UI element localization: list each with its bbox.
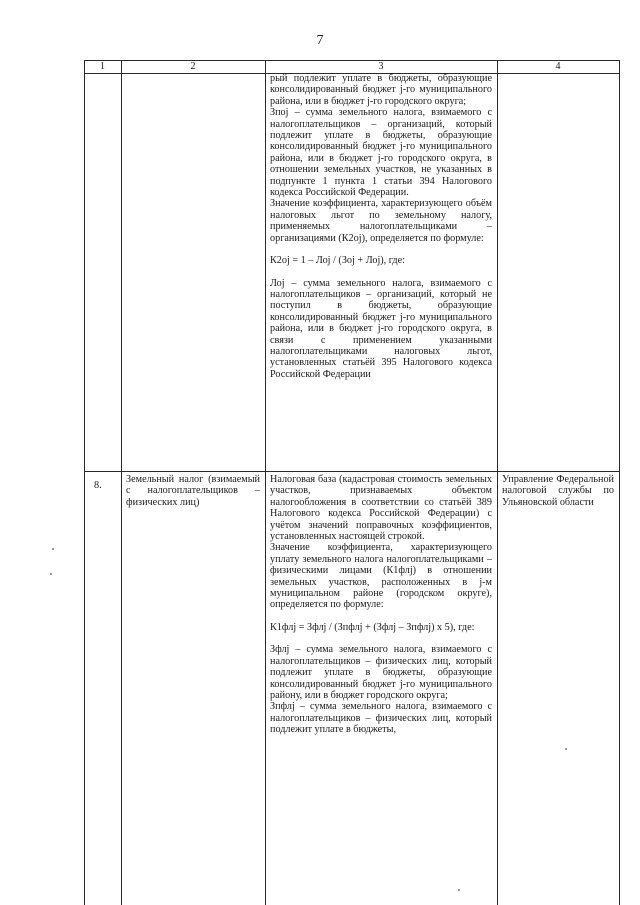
paragraph: Зпоj – сумма земельного налога, взимаемого с налогоплательщиков – организаций, который подлежит уплате в бюджеты, образующие консолидированный бюджет j-го муниципального района, или в бюджет j-го городского округа, в отношении земельных участков, не указанных в подпункте 1 пункта 1 статьи 394 Налогового кодекса Российской Федерации. bbox=[270, 107, 492, 199]
tax-name: Земельный налог (взимаемый с налогоплательщиков – физических лиц) bbox=[126, 474, 260, 508]
scan-speck bbox=[458, 889, 460, 891]
indicator-table bbox=[84, 60, 620, 905]
header-col-3: 3 bbox=[378, 61, 384, 72]
paragraph: Лоj – сумма земельного налога, взимаемого с налогоплательщиков – организаций, который не поступил в бюджеты, образующие консолидированный бюджет j-го муниципального района, или в бюджет j-го городского округа, в связи с применением указанными налогоплательщиками налоговых льгот, установленных статьёй 395 Налогового кодекса Российской Федерации bbox=[270, 277, 492, 380]
row-divider bbox=[84, 471, 620, 472]
table-border-right bbox=[619, 60, 620, 905]
formula: К2оj = 1 – Лоj / (Зоj + Лоj), где: bbox=[270, 255, 405, 267]
paragraph: Зфлj – сумма земельного налога, взимаемого с налогоплательщиков – физических лиц, который подлежит уплате в бюджеты, образующие консолидированный бюджет j-го муниципального району, или в бюджет городского округа; bbox=[270, 644, 492, 701]
formula: К1флj = Зфлj / (Зпфлj + (Зфлj – Зпфлj) х 5), где: bbox=[270, 621, 475, 633]
header-col-1: 1 bbox=[100, 61, 105, 72]
column-divider-3 bbox=[497, 60, 498, 905]
header-col-4: 4 bbox=[555, 61, 561, 72]
paragraph: Значение коэффициента, характеризующего объём налоговых льгот по земельному налогу, применяемых налогоплательщиками – организациями (К2оj), определяется по формуле: bbox=[270, 198, 492, 244]
paragraph: рый подлежит уплате в бюджеты, образующие консолидированный бюджет j-го муниципального района, или в бюджет j-го городского округа; bbox=[270, 73, 492, 107]
responsible-authority: Управление Федеральной налоговой службы по Ульяновской области bbox=[502, 474, 614, 508]
table-border-left bbox=[84, 60, 85, 905]
scan-speck bbox=[50, 573, 52, 575]
row-number: 8. bbox=[94, 480, 102, 491]
header-col-2: 2 bbox=[190, 61, 196, 72]
paragraph: Значение коэффициента, характеризующего уплату земельного налога налогоплательщиками – физическими лицами (К1флj) в отношении земельных участков, расположенных в j-м муниципальном районе (городском округе), определяется по формуле: bbox=[270, 542, 492, 611]
row8-description bbox=[270, 474, 492, 736]
scan-speck bbox=[565, 748, 567, 750]
prev-row-description bbox=[270, 73, 492, 380]
paragraph: Зпфлj – сумма земельного налога, взимаемого с налогоплательщиков – физических лиц, который подлежит уплате в бюджеты, bbox=[270, 701, 492, 736]
scan-speck bbox=[52, 548, 54, 550]
paragraph: Налоговая база (кадастровая стоимость земельных участков, признаваемых объектом налогообложения в соответствии со статьёй 389 Налогового кодекса Российской Федерации) с учётом значений поправочных коэффициентов, установленных настоящей строкой. bbox=[270, 474, 492, 543]
column-divider-1 bbox=[121, 60, 122, 905]
column-divider-2 bbox=[265, 60, 266, 905]
page-number: 7 bbox=[316, 33, 324, 48]
